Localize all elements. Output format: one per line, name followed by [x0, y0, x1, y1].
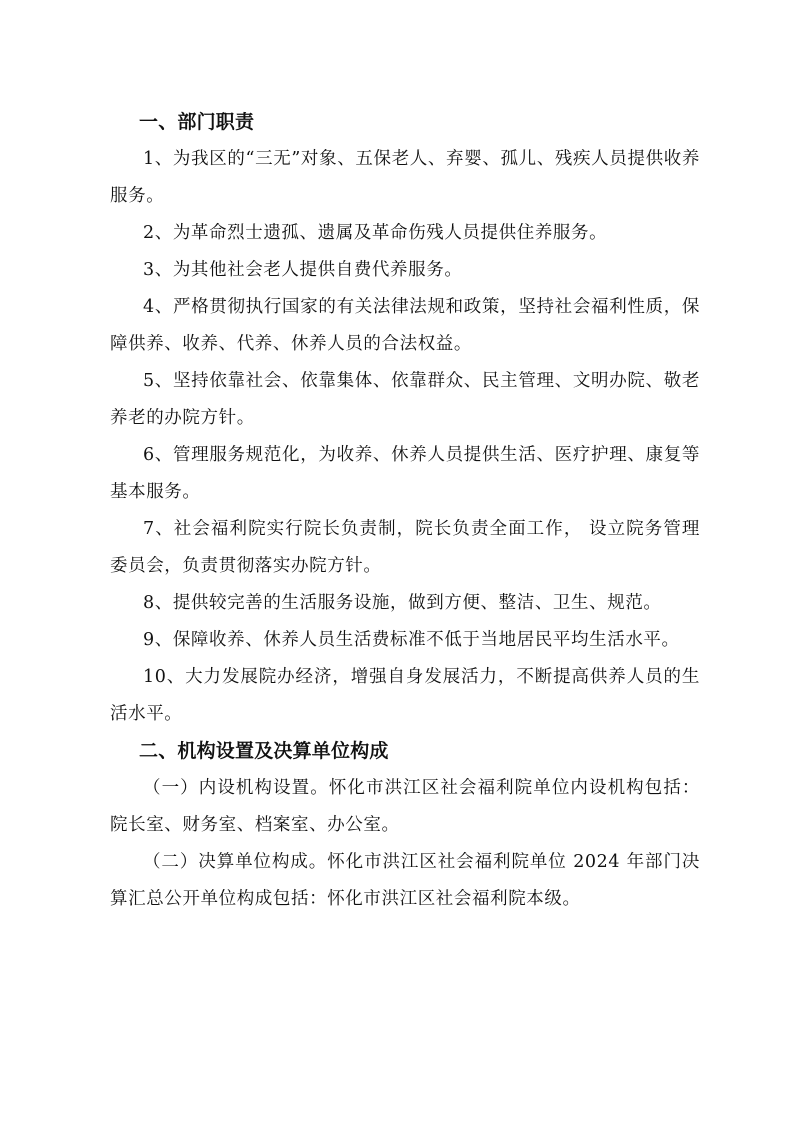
- duty-item: 10、大力发展院办经济，增强自身发展活力，不断提高供养人员的生活水平。: [110, 667, 700, 724]
- document-content: [110, 104, 700, 918]
- duty-item: 4、严格贯彻执行国家的有关法律法规和政策，坚持社会福利性质，保障供养、收养、代养、休养人员的合法权益。: [110, 297, 700, 354]
- section-heading-duties: 一、部门职责: [139, 111, 255, 133]
- structure-item: （一）内设机构设置。怀化市洪江区社会福利院单位内设机构包括：院长室、财务室、档案室、办公室。: [110, 778, 700, 835]
- duty-item: 7、社会福利院实行院长负责制，院长负责全面工作， 设立院务管理委员会，负责贯彻落实办院方针。: [110, 519, 700, 576]
- duty-item: 3、为其他社会老人提供自费代养服务。: [143, 260, 463, 280]
- section-heading-structure: 二、机构设置及决算单位构成: [139, 740, 389, 762]
- duty-item: 2、为革命烈士遗孤、遗属及革命伤残人员提供住养服务。: [143, 223, 608, 243]
- duty-item: 5、坚持依靠社会、依靠集体、依靠群众、民主管理、文明办院、敬老养老的办院方针。: [110, 371, 700, 428]
- duty-item: 8、提供较完善的生活服务设施，做到方便、整洁、卫生、规范。: [143, 593, 662, 613]
- duty-item: 6、管理服务规范化，为收养、休养人员提供生活、医疗护理、康复等基本服务。: [110, 445, 700, 502]
- duty-item: 9、保障收养、休养人员生活费标准不低于当地居民平均生活水平。: [143, 630, 680, 650]
- duty-item: 1、为我区的“三无”对象、五保老人、弃婴、孤儿、残疾人员提供收养服务。: [110, 149, 700, 206]
- structure-item: （二）决算单位构成。怀化市洪江区社会福利院单位 2024 年部门决算汇总公开单位构成包括：怀化市洪江区社会福利院本级。: [110, 852, 700, 909]
